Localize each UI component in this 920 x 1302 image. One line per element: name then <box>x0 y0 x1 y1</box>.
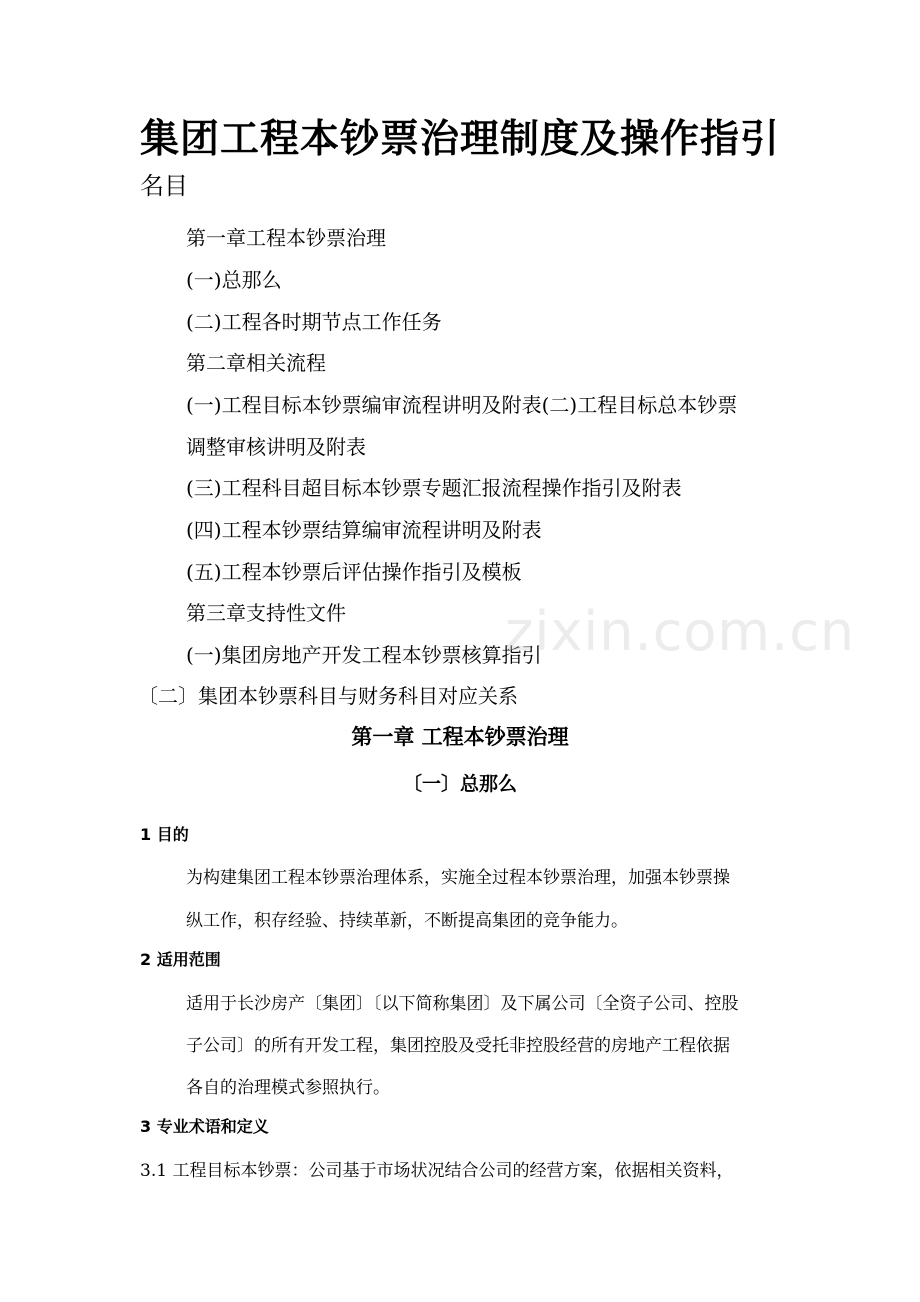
toc-item: (一)集团房地产开发工程本钞票核算指引 <box>186 643 542 667</box>
toc-heading: 名目 <box>140 172 188 200</box>
purpose-line: 纵工作，积存经验、持续革新，不断提高集团的竞争能力。 <box>186 911 628 931</box>
purpose-heading: 1 目的 <box>140 825 189 844</box>
toc-item: 第三章支持性文件 <box>186 601 346 625</box>
terms-heading: 3 专业术语和定义 <box>140 1117 269 1136</box>
toc-item: 〔二〕集团本钞票科目与财务科目对应关系 <box>138 684 518 708</box>
chapter-heading: 第一章 工程本钞票治理 <box>351 725 569 749</box>
terms-line: 3.1 工程目标本钞票：公司基于市场状况结合公司的经营方案，依据相关资料， <box>140 1161 734 1181</box>
section-heading: 〔一〕总那么 <box>402 773 517 795</box>
toc-item: (二)工程各时期节点工作任务 <box>186 310 442 334</box>
toc-item: (四)工程本钞票结算编审流程讲明及附表 <box>186 518 542 542</box>
toc-item: (一)总那么 <box>186 268 282 292</box>
toc-item: 第二章相关流程 <box>186 351 326 375</box>
purpose-line: 为构建集团工程本钞票治理体系，实施全过程本钞票治理，加强本钞票操 <box>186 868 730 888</box>
toc-item: (三)工程科目超目标本钞票专题汇报流程操作指引及附表 <box>186 476 682 500</box>
toc-item: (五)工程本钞票后评估操作指引及模板 <box>186 560 522 584</box>
scope-line: 子公司〕的所有开发工程，集团控股及受托非控股经营的房地产工程依据 <box>186 1036 730 1056</box>
scope-line: 各自的治理模式参照执行。 <box>186 1078 390 1098</box>
watermark: zixin.com.cn <box>505 600 856 663</box>
scope-heading: 2 适用范围 <box>140 950 221 969</box>
scope-line: 适用于长沙房产〔集团〕〔以下简称集团〕及下属公司〔全资子公司、控股 <box>186 994 739 1014</box>
toc-item: 第一章工程本钞票治理 <box>186 226 386 250</box>
toc-item: 调整审核讲明及附表 <box>186 435 366 459</box>
document-title: 集团工程本钞票治理制度及操作指引 <box>139 117 780 162</box>
toc-item: (一)工程目标本钞票编审流程讲明及附表(二)工程目标总本钞票 <box>186 393 738 417</box>
